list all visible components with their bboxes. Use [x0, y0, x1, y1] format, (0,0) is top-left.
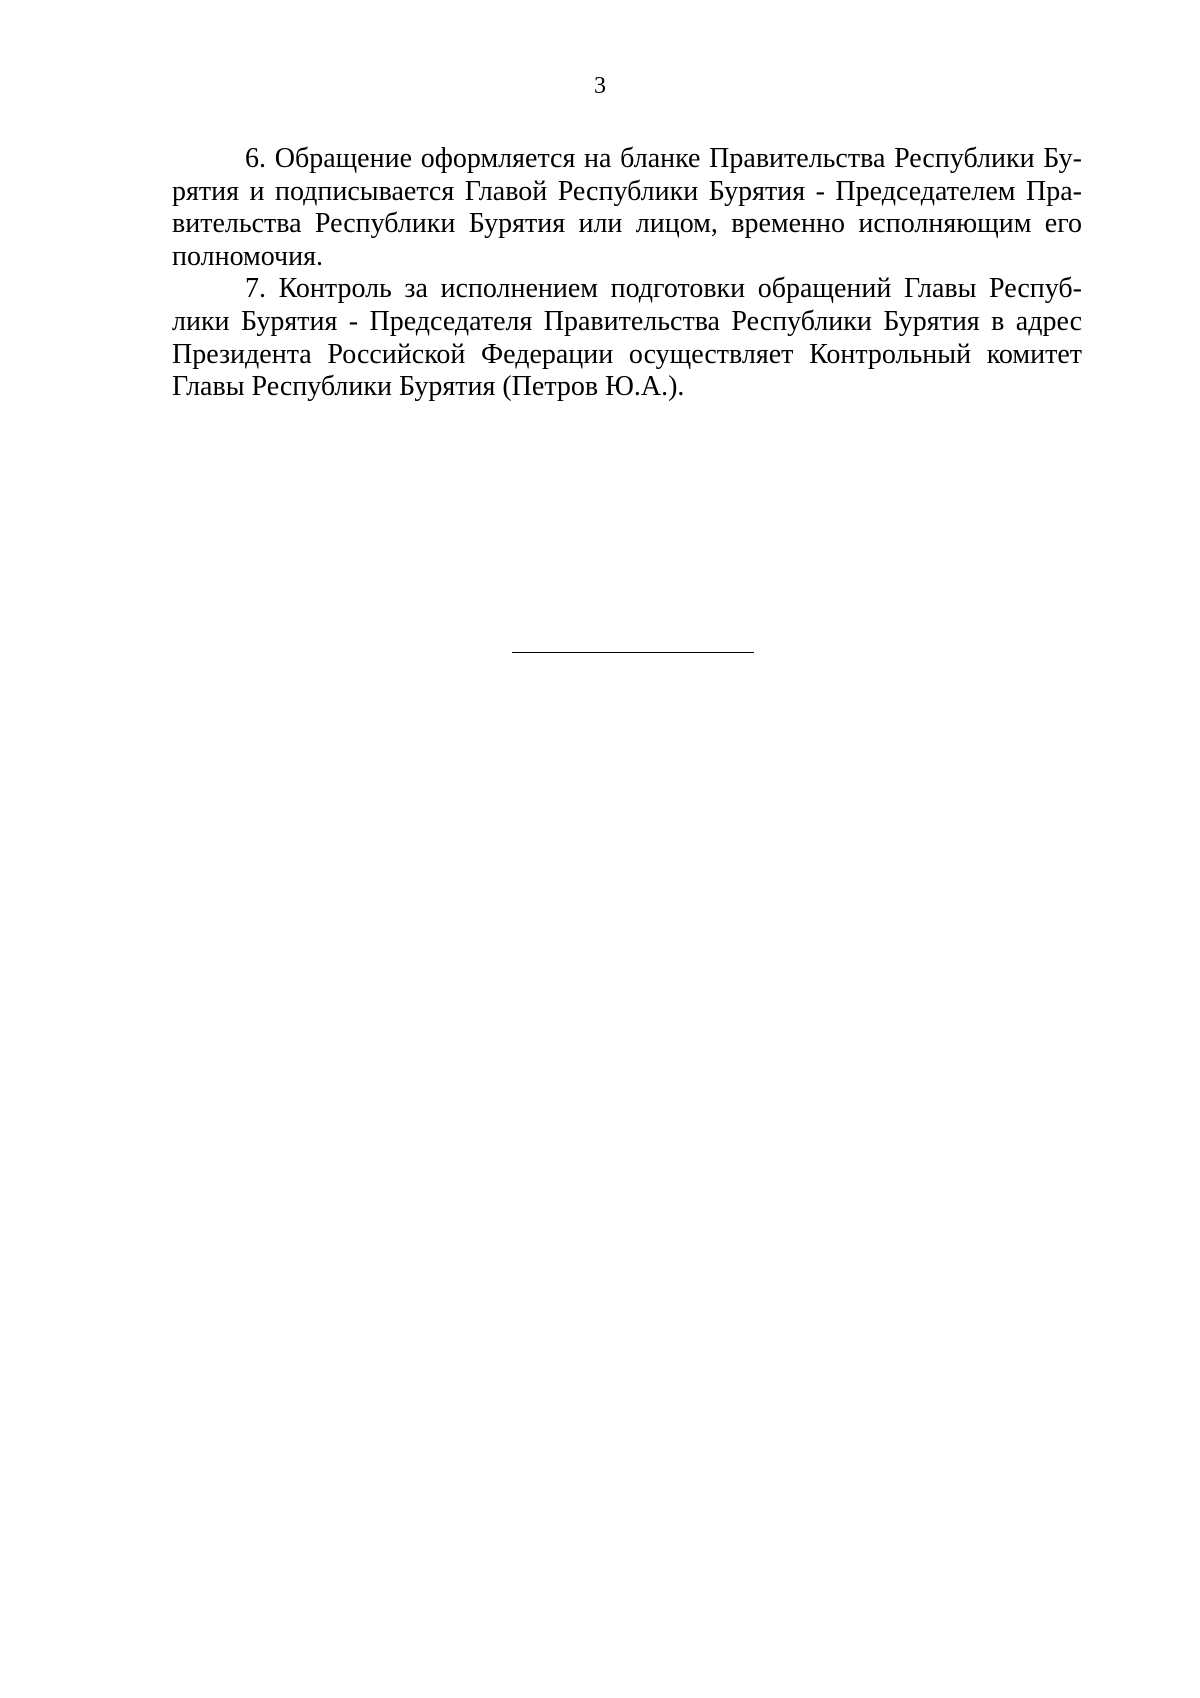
document-body	[172, 143, 1082, 404]
end-of-text-separator-line	[512, 652, 754, 653]
paragraph-7: 7. Контроль за исполнением подготовки обращений Главы Республики Бурятия - Председателя Правительства Республики Бурятия в адрес Президента Российской Федерации осуществляет Контрольный комитет Главы Республики Бурятия (Петров Ю.А.).	[172, 273, 1082, 403]
page-number: 3	[594, 73, 606, 99]
paragraph-6: 6. Обращение оформляется на бланке Правительства Республики Бурятия и подписывается Главой Республики Бурятия - Председателем Правительства Республики Бурятия или лицом, временно исполняющим его полномочия.	[172, 143, 1082, 272]
